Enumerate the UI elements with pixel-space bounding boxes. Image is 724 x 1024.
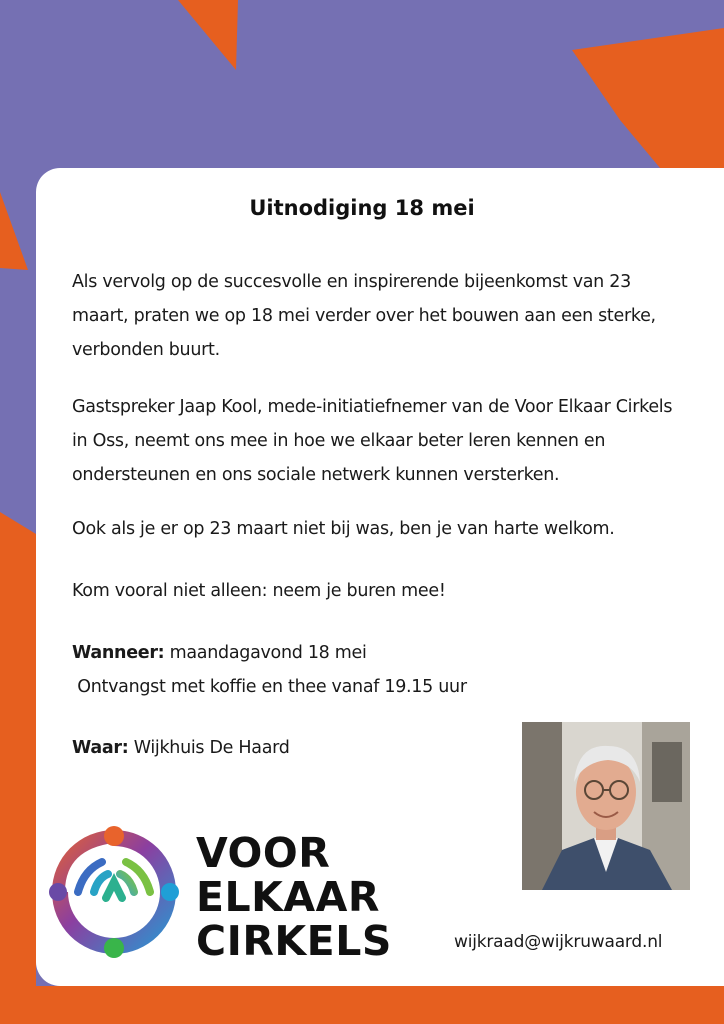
paragraph-intro: Als vervolg op de succesvolle en inspirerende bijeenkomst van 23 maart, praten we op 18 mei verder over het bouwen aan een sterke, verbonden buurt. <box>72 272 656 360</box>
logo-text-line3: CIRKELS <box>196 917 392 965</box>
paragraph-welcome: Ook als je er op 23 maart niet bij was, ben je van harte welkom. <box>72 519 615 539</box>
where-label: Waar: <box>72 738 129 758</box>
when-block <box>72 636 684 704</box>
where-value: Wijkhuis De Haard <box>133 738 290 758</box>
when-detail: Ontvangst met koffie en thee vanaf 19.15 uur <box>77 677 467 697</box>
when-label: Wanneer: <box>72 643 165 663</box>
when-value: maandagavond 18 mei <box>169 643 367 663</box>
contact-email[interactable]: wijkraad@wijkruwaard.nl <box>454 932 663 952</box>
logo-text-line2: ELKAAR <box>196 873 380 921</box>
voor-elkaar-cirkels-logo-icon <box>44 822 184 962</box>
page-title: Uitnodiging 18 mei <box>249 196 475 220</box>
logo-text-line1: VOOR <box>196 829 331 877</box>
paragraph-speaker: Gastspreker Jaap Kool, mede-initiatiefnemer van de Voor Elkaar Cirkels in Oss, neemt ons mee in hoe we elkaar beter leren kennen en ondersteunen en ons sociale netwerk kunnen versterken. <box>72 397 673 485</box>
paragraph-bring-neighbours: Kom vooral niet alleen: neem je buren mee! <box>72 581 446 601</box>
speaker-photo <box>522 722 690 890</box>
